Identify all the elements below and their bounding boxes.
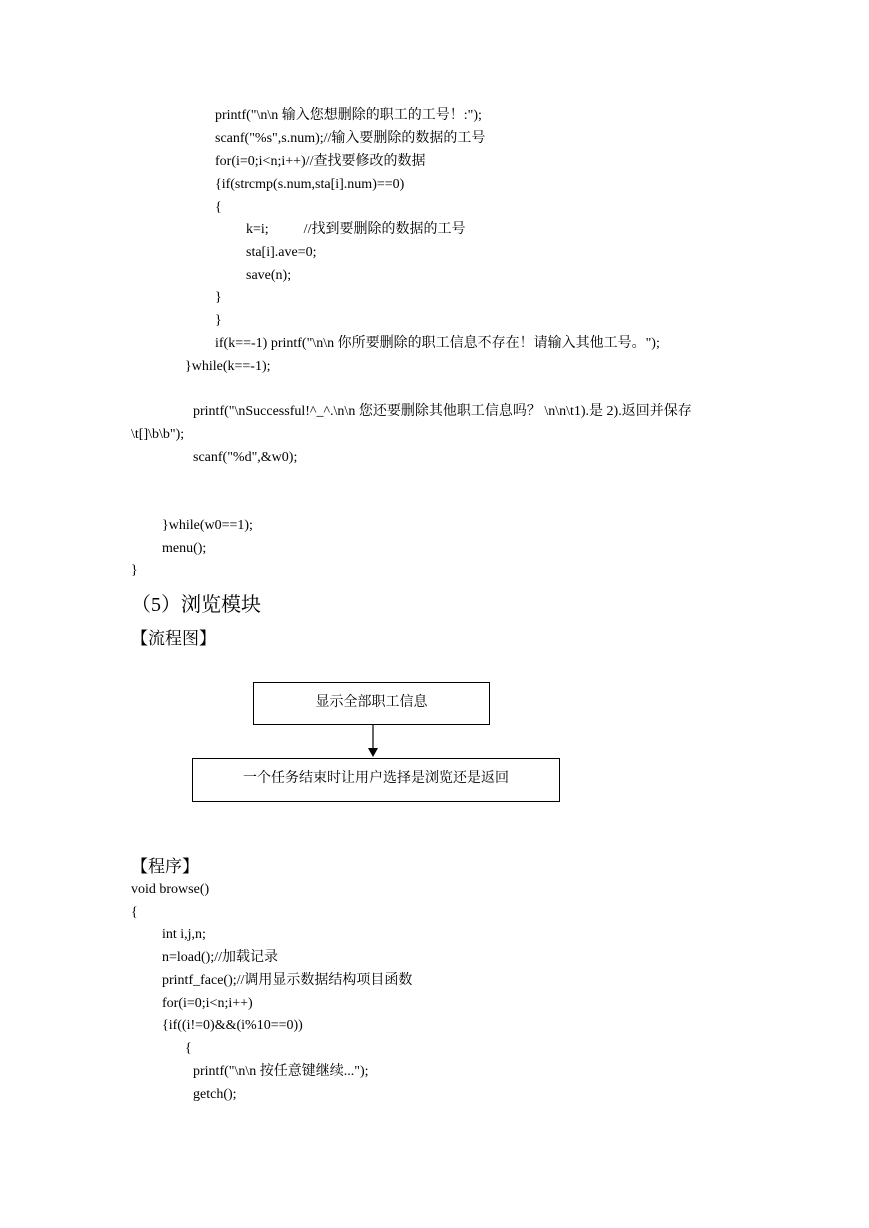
flowchart-arrow — [366, 724, 380, 759]
flowchart-label: 【流程图】 — [131, 629, 216, 648]
code-line: {if((i!=0)&&(i%10==0)) — [162, 1018, 303, 1033]
flowchart-box-text: 显示全部职工信息 — [315, 694, 428, 710]
code-line: printf_face();//调用显示数据结构项目函数 — [162, 973, 413, 988]
code-line: n=load();//加载记录 — [162, 950, 278, 965]
code-line: printf("\n\n 按任意键继续..."); — [193, 1064, 369, 1079]
code-line: } — [215, 313, 222, 328]
code-line: scanf("%s",s.num);//输入要删除的数据的工号 — [215, 131, 486, 146]
code-line: \t[]\b\b"); — [131, 427, 185, 442]
code-line: { — [185, 1041, 192, 1056]
code-line: for(i=0;i<n;i++) — [162, 996, 253, 1011]
code-line: scanf("%d",&w0); — [193, 450, 298, 465]
code-line: int i,j,n; — [162, 927, 206, 942]
code-line: for(i=0;i<n;i++)//查找要修改的数据 — [215, 154, 426, 169]
code-line: } — [215, 290, 222, 305]
code-line: menu(); — [162, 541, 207, 556]
code-line: { — [215, 200, 222, 215]
code-line: sta[i].ave=0; — [246, 245, 317, 260]
code-line: printf("\nSuccessful!^_^.\n\n 您还要删除其他职工信息吗？ \n\n\t1).是 2).返回并保存 — [193, 404, 692, 419]
code-line: {if(strcmp(s.num,sta[i].num)==0) — [215, 177, 405, 192]
flowchart-box-text: 一个任务结束时让用户选择是浏览还是返回 — [243, 771, 509, 786]
section-title: （5）浏览模块 — [131, 594, 261, 616]
code-line: k=i; //找到要删除的数据的工号 — [246, 222, 466, 237]
code-line: { — [131, 905, 138, 920]
code-line: save(n); — [246, 268, 292, 283]
code-line: } — [131, 563, 138, 578]
code-line: }while(w0==1); — [162, 518, 253, 533]
code-line: if(k==-1) printf("\n\n 你所要删除的职工信息不存在！请输入其他工号。"); — [215, 336, 660, 351]
code-line: void browse() — [131, 882, 210, 897]
flowchart-box-choose — [192, 758, 560, 802]
code-line: getch(); — [193, 1087, 237, 1102]
flowchart-box-display-all — [253, 682, 490, 725]
code-line: }while(k==-1); — [185, 359, 271, 374]
code-line: printf("\n\n 输入您想删除的职工的工号！:"); — [215, 108, 482, 123]
program-label: 【程序】 — [131, 857, 199, 876]
